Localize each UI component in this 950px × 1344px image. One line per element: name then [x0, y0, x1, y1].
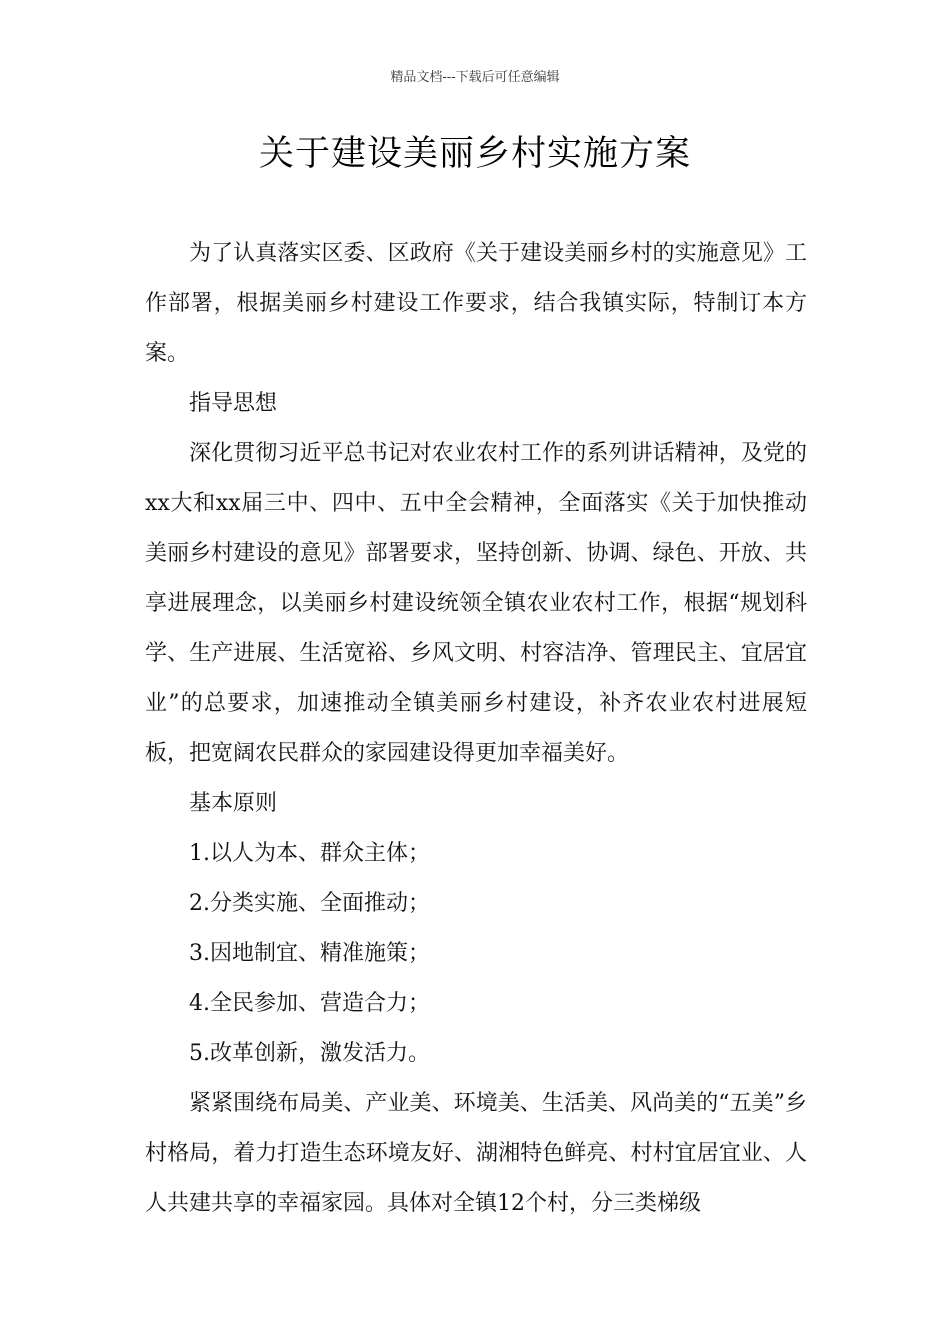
document-title: 关于建设美丽乡村实施方案 — [258, 134, 691, 174]
guiding-thought-paragraph: 深化贯彻习近平总书记对农业农村工作的系列讲话精神，及党的xx大和xx届三中、四中、五中全会精神，全面落实《关于加快推动美丽乡村建设的意见》部署要求，坚持创新、协调、绿色、开放、共享进展理念，以美丽乡村建设统领全镇农业农村工作，根据“规划科学、生产进展、生活宽裕、乡风文明、村容洁净、管理民主、宜居宜业”的总要求，加速推动全镇美丽乡村建设，补齐农业农村进展短板，把宽阔农民群众的家园建设得更加幸福美好。 — [145, 441, 807, 766]
principle-item: 1.以人为本、群众主体； — [189, 841, 430, 866]
document-body — [145, 229, 807, 1229]
section-heading-guiding-thought: 指导思想 — [189, 391, 278, 416]
section-heading-basic-principles: 基本原则 — [189, 791, 278, 816]
principle-item: 3.因地制宜、精准施策； — [189, 941, 430, 966]
principle-item: 4.全民参加、营造合力； — [189, 991, 430, 1016]
goals-paragraph: 紧紧围绕布局美、产业美、环境美、生活美、风尚美的“五美”乡村格局，着力打造生态环境友好、湖湘特色鲜亮、村村宜居宜业、人人共建共享的幸福家园。具体对全镇12个村，分三类梯级 — [145, 1091, 807, 1216]
intro-paragraph: 为了认真落实区委、区政府《关于建设美丽乡村的实施意见》工作部署，根据美丽乡村建设工作要求，结合我镇实际，特制订本方案。 — [145, 241, 807, 366]
principle-item: 2.分类实施、全面推动； — [189, 891, 430, 916]
principle-item: 5.改革创新，激发活力。 — [189, 1041, 430, 1066]
page-header: 精品文档---下载后可任意编辑 — [390, 70, 560, 85]
